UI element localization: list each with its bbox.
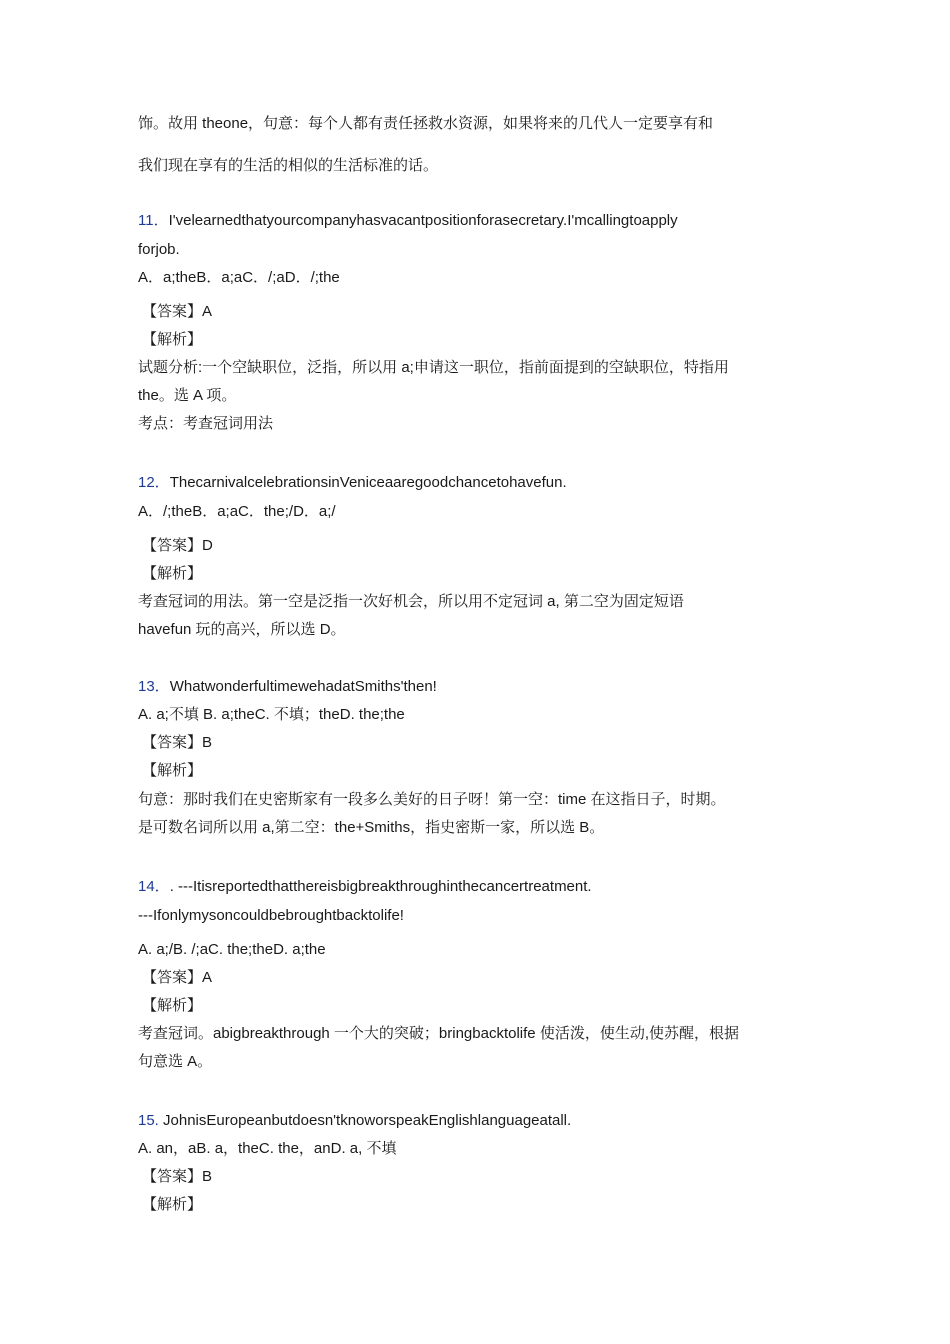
question-number: 14． [138,878,170,895]
question-14-answer: 【答案】A [142,969,213,986]
intro-line-1: 饰。故用 theone，句意：每个人都有责任拯救水资源，如果将来的几代人一定要享有和 [138,115,714,132]
question-text: I'velearnedthatyourcompanyhasvacantpositionforasecretary.I'mcallingtoapply [168,212,678,229]
question-11-stem [138,211,678,231]
question-14-stem-cont: ---Ifonlymysoncouldbebroughtbacktolife! [138,907,404,924]
question-12-stem [138,473,567,493]
question-15-analysis-label: 【解析】 [142,1196,203,1213]
question-11-analysis-3: 考点：考查冠词用法 [138,415,274,432]
question-11-analysis-2: the。选 A 项。 [138,387,237,404]
question-11-analysis-label: 【解析】 [142,331,203,348]
question-14-analysis-label: 【解析】 [142,997,203,1014]
question-14-stem [138,877,592,897]
question-12-options: A．/;theB．a;aC．the;/D．a;/ [138,503,336,520]
question-14-analysis-1: 考查冠词。abigbreakthrough 一个大的突破；bringbacktolife 使活泼，使生动,使苏醒，根据 [138,1025,739,1042]
question-13-stem [138,677,437,697]
question-number: 12． [138,474,170,491]
question-13-analysis-1: 句意：那时我们在史密斯家有一段多么美好的日子呀！第一空：time 在这指日子，时期。 [138,791,726,808]
question-11-stem-cont: forjob. [138,241,180,258]
question-11-analysis-1: 试题分析:一个空缺职位，泛指，所以用 a;申请这一职位，指前面提到的空缺职位，特指用 [138,359,729,376]
question-13-answer: 【答案】B [142,734,213,751]
question-11-options: A．a;theB．a;aC．/;aD．/;the [138,269,340,286]
question-15-answer: 【答案】B [142,1168,213,1185]
question-text: JohnisEuropeanbutdoesn'tknoworspeakEnglishlanguageatall. [158,1112,572,1129]
question-15-stem [138,1111,571,1131]
question-text: WhatwonderfultimewehadatSmiths'then! [169,678,437,695]
question-12-analysis-2: havefun 玩的高兴，所以选 D。 [138,621,346,638]
question-15-options: A. an，aB. a，theC. the，anD. a, 不填 [138,1140,397,1157]
intro-line-2: 我们现在享有的生活的相似的生活标准的话。 [138,157,439,174]
question-13-analysis-label: 【解析】 [142,762,203,779]
question-number: 13． [138,678,170,695]
question-12-analysis-label: 【解析】 [142,565,203,582]
question-text: . ---Itisreportedthatthereisbigbreakthroughinthecancertreatment. [169,878,592,895]
question-13-analysis-2: 是可数名词所以用 a,第二空：the+Smiths，指史密斯一家，所以选 B。 [138,819,605,836]
question-number: 11． [138,212,169,229]
question-14-options: A. a;/B. /;aC. the;theD. a;the [138,941,326,958]
question-12-answer: 【答案】D [142,537,213,554]
question-11-answer: 【答案】A [142,303,213,320]
question-14-analysis-2: 句意选 A。 [138,1053,213,1070]
question-12-analysis-1: 考查冠词的用法。第一空是泛指一次好机会，所以用不定冠词 a, 第二空为固定短语 [138,593,684,610]
question-number: 15. [138,1112,159,1129]
question-13-options: A. a;不填 B. a;theC. 不填；theD. the;the [138,706,405,723]
question-text: ThecarnivalcelebrationsinVeniceaaregoodchancetohavefun. [169,474,567,491]
